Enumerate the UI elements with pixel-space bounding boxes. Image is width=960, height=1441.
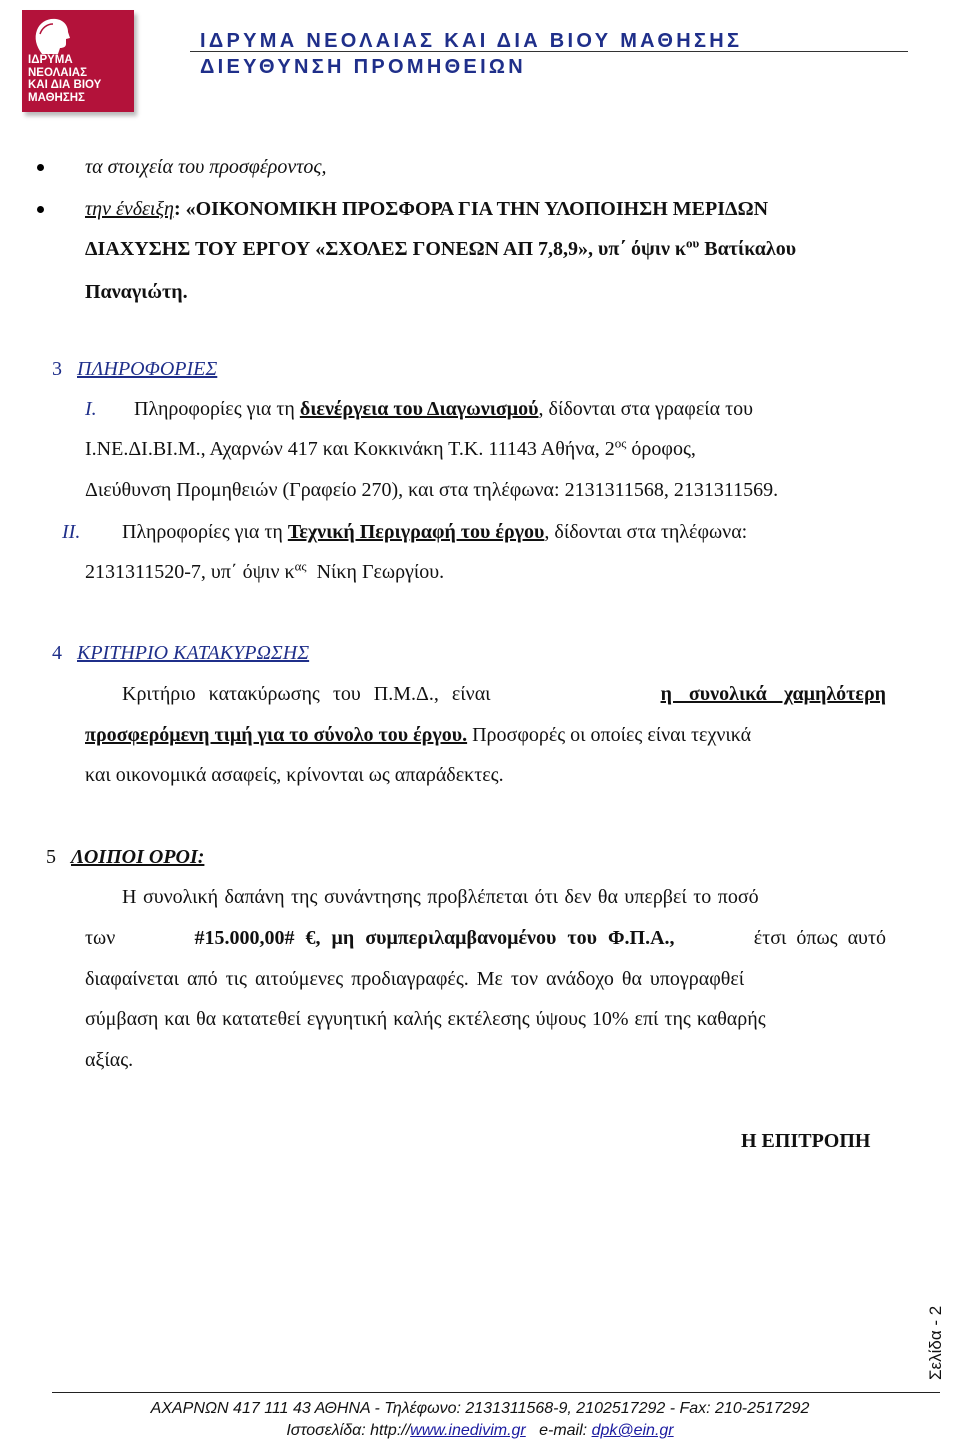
- s4-line2: [85, 722, 751, 748]
- text: Πληροφορίες για τη: [122, 521, 283, 543]
- text: Νίκη Γεωργίου.: [316, 561, 445, 583]
- s4-line1: [122, 681, 886, 707]
- text: έτσι όπως αυτό: [753, 927, 886, 949]
- s3-i-line2: [85, 436, 696, 462]
- text: , δίδονται στα τηλέφωνα:: [544, 521, 748, 543]
- section-number: 3: [52, 358, 62, 380]
- section-number: 5: [46, 846, 56, 868]
- section-title: ΚΡΙΤΗΡΙΟ ΚΑΤΑΚΥΡΩΣΗΣ: [77, 642, 310, 664]
- section-5-heading: [46, 844, 204, 870]
- committee-signature: Η ΕΠΙΤΡΟΠΗ: [741, 1130, 871, 1152]
- bullet-offerer-details: τα στοιχεία του προσφέροντος,: [85, 156, 327, 178]
- envelope-label: την ένδειξη: [85, 198, 174, 220]
- s3-i-line1: [134, 396, 753, 422]
- bold-text: διενέργεια του Διαγωνισμού: [299, 398, 539, 420]
- roman-ii: II.: [62, 521, 81, 543]
- text: Βατίκαλου: [704, 238, 797, 260]
- logo-line: ΜΑΘΗΣΗΣ: [28, 91, 85, 104]
- s3-ii-line2: [85, 559, 444, 585]
- section-title: ΠΛΗΡΟΦΟΡΙΕΣ: [77, 358, 218, 380]
- text: Κριτήριο κατακύρωσης του Π.Μ.Δ., είναι: [122, 683, 491, 705]
- footer-contacts: [0, 1421, 960, 1441]
- section-title: ΛΟΙΠΟΙ ΟΡΟΙ:: [71, 846, 205, 868]
- bold-text: προσφερόμενη τιμή για το σύνολο του έργου.: [85, 724, 468, 746]
- institute-logo: [22, 10, 134, 112]
- s5-line5: αξίας.: [85, 1049, 134, 1071]
- bullet-dot: [37, 206, 44, 213]
- page-header: [200, 28, 742, 80]
- footer-address: ΑΧΑΡΝΩΝ 417 111 43 ΑΘΗΝΑ - Τηλέφωνο: 2131311568-9, 2102517292 - Fax: 210-2517292: [150, 1400, 810, 1417]
- section-number: 4: [52, 642, 62, 664]
- site-label: Ιστοσελίδα: http://: [286, 1422, 411, 1439]
- envelope-text-line2: [85, 236, 796, 262]
- s5-line2: [85, 925, 886, 951]
- bold-text: #15.000,00# €, μη συμπεριλαμβανομένου του Φ.Π.Α.,: [194, 927, 675, 949]
- bold-text: η συνολικά χαμηλότερη: [660, 683, 886, 705]
- page-number: Σελίδα - 2: [926, 1305, 945, 1380]
- s5-line4: σύμβαση και θα κατατεθεί εγγυητική καλής εκτέλεσης ύψους 10% επί της καθαρής: [85, 1008, 766, 1030]
- s5-line1: Η συνολική δαπάνη της συνάντησης προβλέπεται ότι δεν θα υπερβεί το ποσό: [122, 886, 759, 908]
- s3-i-line3: Διεύθυνση Προμηθειών (Γραφείο 270), και στα τηλέφωνα: 2131311568, 2131311569.: [85, 479, 779, 501]
- text: ΔΙΑΧΥΣΗΣ ΤΟΥ ΕΡΓΟΥ «ΣΧΟΛΕΣ ΓΟΝΕΩΝ ΑΠ 7,8,9», υπ΄ όψιν κ: [85, 238, 687, 260]
- logo-line: ΚΑΙ ΔΙΑ ΒΙΟΥ: [28, 79, 102, 91]
- s3-ii-line1: [122, 519, 747, 545]
- roman-i: I.: [85, 398, 97, 420]
- header-dept: ΔΙΕΥΘΥΝΣΗ ΠΡΟΜΗΘΕΙΩΝ: [200, 56, 527, 78]
- logo-text: [28, 54, 130, 104]
- text: 2131311520-7, υπ΄ όψιν κ: [85, 561, 295, 583]
- superscript: ος: [614, 435, 627, 451]
- email-label: e-mail:: [539, 1422, 588, 1439]
- envelope-text-line3: Παναγιώτη.: [85, 281, 188, 303]
- logo-line: ΙΔΡΥΜΑ: [28, 54, 73, 66]
- text: των: [85, 927, 116, 949]
- header-divider: [190, 51, 908, 52]
- text: , δίδονται στα γραφεία του: [538, 398, 754, 420]
- text: Προσφορές οι οποίες είναι τεχνικά: [472, 724, 752, 746]
- section-3-heading: [52, 356, 217, 382]
- s5-line3: διαφαίνεται από τις αιτούμενες προδιαγραφές. Με τον ανάδοχο θα υπογραφθεί: [85, 968, 745, 990]
- s4-line3: και οικονομικά ασαφείς, κρίνονται ως απαράδεκτες.: [85, 764, 504, 786]
- header-org: ΙΔΡΥΜΑ ΝΕΟΛΑΙΑΣ ΚΑΙ ΔΙΑ ΒΙΟΥ ΜΑΘΗΣΗΣ: [200, 30, 743, 52]
- website-link[interactable]: www.inedivim.gr: [410, 1422, 526, 1439]
- logo-line: ΝΕΟΛΑΙΑΣ: [28, 66, 87, 79]
- superscript: ου: [686, 235, 700, 251]
- envelope-text: «ΟΙΚΟΝΟΜΙΚΗ ΠΡΟΣΦΟΡΑ ΓΙΑ ΤΗΝ ΥΛΟΠΟΙΗΣΗ ΜΕΡΙΔΩΝ: [185, 198, 769, 220]
- colon: :: [173, 198, 181, 220]
- superscript: ας: [294, 558, 307, 574]
- email-link[interactable]: dpk@ein.gr: [591, 1422, 674, 1439]
- section-4-heading: [52, 640, 309, 666]
- text: Ι.ΝΕ.ΔΙ.ΒΙ.Μ., Αχαρνών 417 και Κοκκινάκη Τ.Κ. 11143 Αθήνα, 2: [85, 438, 615, 460]
- footer-divider: [52, 1392, 940, 1393]
- text: όροφος,: [631, 438, 696, 460]
- bullet-dot: [37, 164, 44, 171]
- bullet-envelope-label: [85, 196, 768, 222]
- text: Πληροφορίες για τη: [134, 398, 295, 420]
- bold-text: Τεχνική Περιγραφή του έργου: [287, 521, 545, 543]
